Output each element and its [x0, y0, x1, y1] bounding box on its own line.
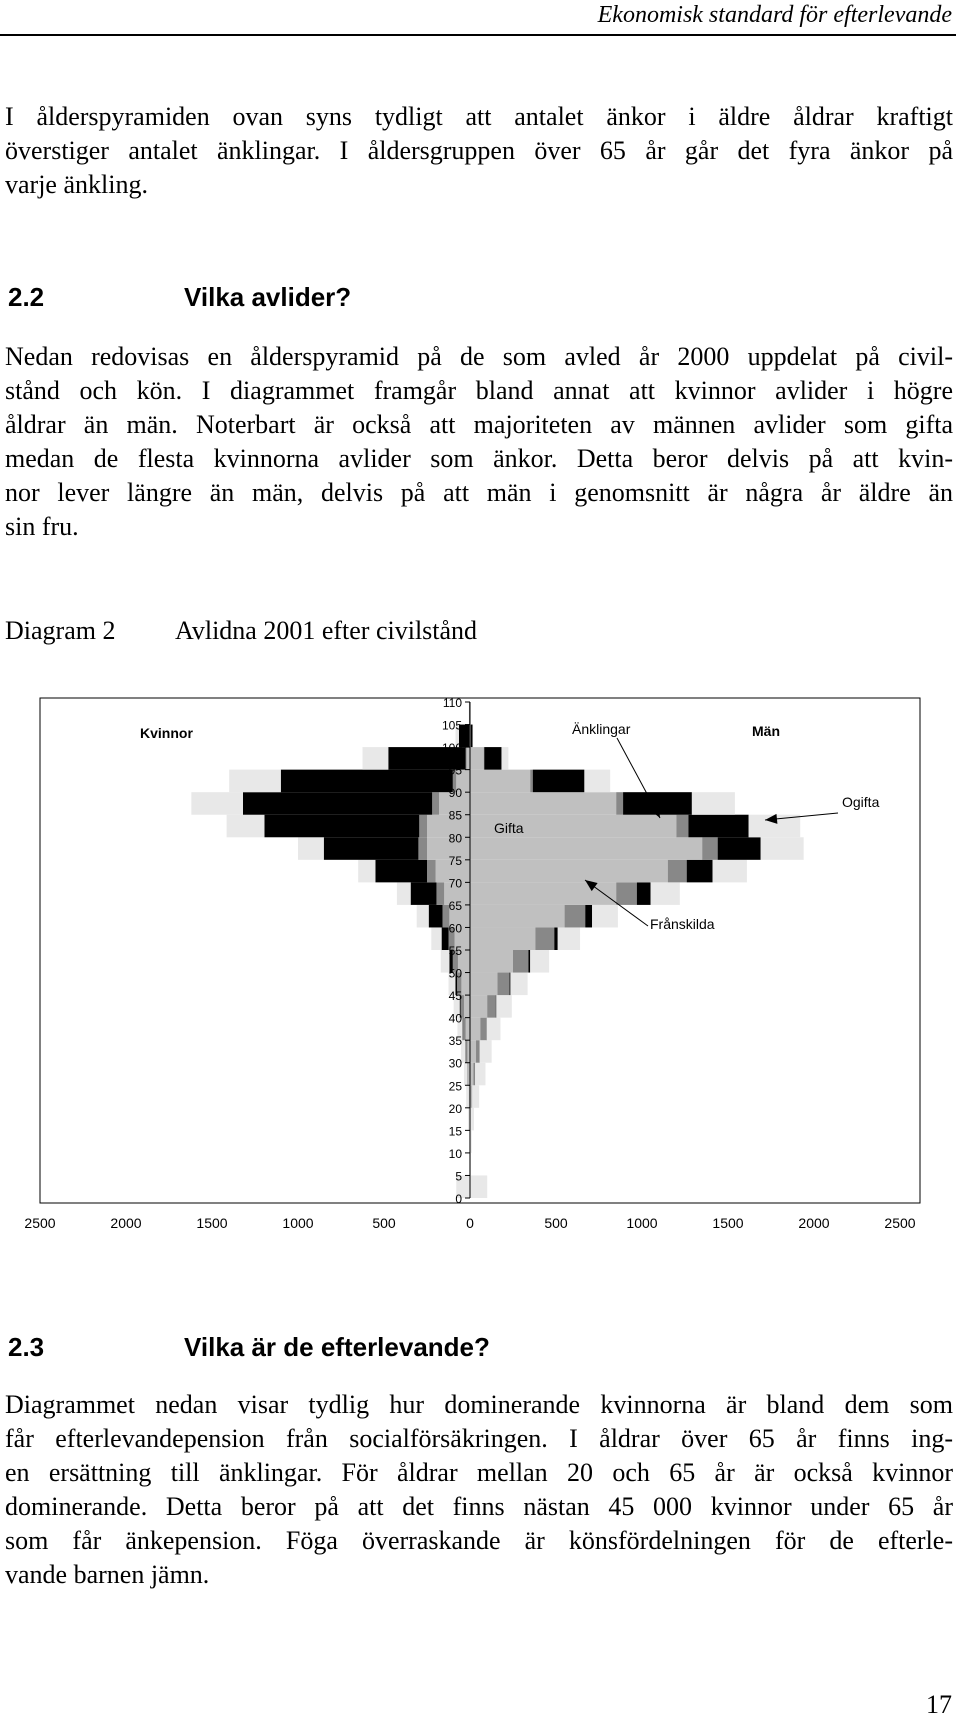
- paragraph-line: stånd och kön. I diagrammet framgår bland annat att kvinnor avlider i högre: [5, 376, 953, 405]
- y-tick-label: 90: [448, 786, 462, 801]
- bar-men-fr-nskilda: [480, 1018, 486, 1041]
- bar-men-gifta: [470, 1018, 480, 1041]
- y-tick-label: 25: [448, 1079, 462, 1094]
- bar-women-fr-nskilda: [436, 882, 444, 905]
- y-tick-label: 15: [448, 1124, 462, 1139]
- bar-men-gifta: [470, 973, 498, 996]
- y-tick-label: 85: [448, 808, 462, 823]
- bar-men-gifta: [470, 1063, 473, 1086]
- paragraph-line: medan de flesta kvinnorna avlider som änkor. Detta beror delvis på att kvin-: [5, 444, 953, 473]
- x-tick-label: 2500: [884, 1215, 916, 1231]
- bar-men--nkor-nklingar: [471, 725, 473, 748]
- bar-men-fr-nskilda: [676, 815, 688, 838]
- bar-men-ogifta: [496, 995, 511, 1018]
- chart-svg: [0, 690, 960, 1250]
- paragraph-line: åldrar än män. Noterbart är också att majoriteten av männen avlider som gifta: [5, 410, 953, 439]
- annotation-franskilda: Frånskilda: [650, 916, 715, 932]
- paragraph-line: Diagrammet nedan visar tydlig hur dominerande kvinnorna är bland dem som: [5, 1390, 953, 1419]
- bar-men-gifta: [470, 792, 616, 815]
- bar-women-gifta: [464, 995, 470, 1018]
- bar-women-ogifta: [431, 927, 441, 950]
- y-tick-label: 20: [448, 1101, 462, 1116]
- x-tick-label: 1500: [712, 1215, 744, 1231]
- y-tick-label: 110: [442, 696, 462, 710]
- y-tick-label: 0: [455, 1192, 462, 1206]
- bar-women--nkor-nklingar: [442, 927, 449, 950]
- section-2-3-paragraph: [5, 1388, 953, 1592]
- bar-men-fr-nskilda: [472, 1085, 473, 1108]
- annotation-gifta: Gifta: [494, 820, 524, 836]
- bar-women--nkor-nklingar: [264, 815, 419, 838]
- section-2-2-paragraph: [5, 340, 953, 544]
- bar-men--nkor-nklingar: [718, 837, 761, 860]
- paragraph-line: vande barnen jämn.: [5, 1560, 210, 1589]
- page-number: 17: [926, 1690, 952, 1719]
- bar-men-ogifta: [592, 905, 618, 928]
- bar-men-fr-nskilda: [484, 747, 485, 770]
- women-label: Kvinnor: [140, 725, 193, 741]
- bar-men-ogifta: [471, 1108, 474, 1131]
- x-tick-label: 2500: [24, 1215, 56, 1231]
- bar-women-ogifta: [227, 815, 265, 838]
- paragraph-line: som får änkepension. Föga överraskande är könsfördelningen för de efterle-: [5, 1526, 953, 1555]
- bar-men-gifta: [470, 747, 484, 770]
- y-tick-label: 55: [448, 944, 462, 958]
- bar-men-ogifta: [472, 1085, 479, 1108]
- bar-men--nkor-nklingar: [687, 860, 713, 883]
- y-tick-label: 5: [455, 1169, 462, 1184]
- bar-men-fr-nskilda: [668, 860, 687, 883]
- bar-women-ogifta: [417, 905, 429, 928]
- bar-men-fr-nskilda: [702, 837, 717, 860]
- bar-men-ogifta: [530, 950, 549, 973]
- y-tick-label: 35: [448, 1034, 462, 1049]
- bar-women--nkor-nklingar: [463, 1018, 464, 1041]
- bar-women-gifta: [461, 973, 470, 996]
- bar-men-fr-nskilda: [487, 995, 496, 1018]
- bar-women-ogifta: [466, 1085, 469, 1108]
- x-tick-label: 500: [544, 1215, 568, 1231]
- bar-men-ogifta: [692, 792, 735, 815]
- bar-women-ogifta: [464, 1063, 467, 1086]
- bar-men-ogifta: [558, 927, 580, 950]
- x-tick-label: 2000: [798, 1215, 830, 1231]
- x-tick-label: 1500: [196, 1215, 228, 1231]
- bar-men-gifta: [470, 770, 530, 793]
- bar-men-ogifta: [651, 882, 680, 905]
- running-header: Ekonomisk standard för efterlevande: [597, 2, 952, 28]
- bar-men-ogifta: [510, 973, 527, 996]
- bar-women--nkor-nklingar: [411, 882, 437, 905]
- bar-women-fr-nskilda: [466, 1040, 468, 1063]
- bar-men--nkor-nklingar: [533, 770, 585, 793]
- bar-women-gifta: [467, 747, 470, 770]
- bar-men-ogifta: [480, 1040, 492, 1063]
- y-tick-label: 105: [441, 718, 462, 733]
- bar-men-fr-nskilda: [476, 1040, 479, 1063]
- intro-line: varje änkling.: [5, 170, 148, 199]
- intro-line: överstiger antalet änklingar. I åldersgruppen över 65 år går det fyra änkor på: [5, 136, 953, 165]
- y-tick-label: 70: [448, 876, 462, 891]
- bar-women-ogifta: [397, 882, 411, 905]
- x-tick-label: 1000: [626, 1215, 658, 1231]
- bar-women-fr-nskilda: [467, 1063, 468, 1086]
- bar-men-fr-nskilda: [565, 905, 586, 928]
- bar-men-ogifta: [487, 1018, 501, 1041]
- paragraph-line: Nedan redovisas en ålderspyramid på de som avled år 2000 uppdelat på civil-: [5, 342, 953, 371]
- bar-men--nkor-nklingar: [496, 995, 497, 1018]
- bar-men-gifta: [470, 837, 702, 860]
- bar-men-gifta: [470, 950, 513, 973]
- population-pyramid-chart: [0, 690, 960, 1250]
- bar-men-gifta: [470, 1040, 476, 1063]
- diagram-title: Avlidna 2001 efter civilstånd: [175, 616, 478, 645]
- arrow-ogifta: [765, 813, 838, 824]
- bar-men-ogifta: [501, 747, 508, 770]
- y-tick-label: 75: [448, 853, 462, 868]
- x-tick-label: 500: [372, 1215, 396, 1231]
- annotation-anklingar: Änklingar: [572, 721, 631, 737]
- y-tick-label: 100: [441, 741, 462, 756]
- intro-line: I ålderspyramiden ovan syns tydligt att antalet änkor i äldre åldrar kraftigt: [5, 102, 953, 131]
- bar-men-ogifta: [713, 860, 747, 883]
- bar-men-fr-nskilda: [530, 770, 533, 793]
- diagram-caption: [5, 616, 477, 646]
- bar-men--nkor-nklingar: [554, 927, 557, 950]
- bar-men-fr-nskilda: [535, 927, 554, 950]
- bar-men-ogifta: [475, 1063, 485, 1086]
- bar-men-gifta: [470, 860, 668, 883]
- bar-women--nkor-nklingar: [281, 770, 453, 793]
- y-tick-label: 40: [448, 1011, 462, 1026]
- bar-men-gifta: [470, 905, 565, 928]
- bar-men-fr-nskilda: [616, 882, 637, 905]
- bar-women-ogifta: [229, 770, 281, 793]
- section-heading-2-3: [8, 1332, 490, 1363]
- bar-men--nkor-nklingar: [585, 905, 592, 928]
- bar-men-ogifta: [473, 725, 474, 748]
- intro-paragraph: [5, 100, 953, 202]
- annotation-ankor: Änkor: [321, 798, 358, 814]
- bar-men--nkor-nklingar: [510, 973, 511, 996]
- bar-women-ogifta: [468, 1108, 470, 1131]
- bar-men-fr-nskilda: [498, 973, 510, 996]
- y-tick-label: 10: [448, 1146, 462, 1161]
- header-rule: [0, 34, 956, 36]
- bar-women-gifta: [466, 1018, 470, 1041]
- y-tick-label: 50: [448, 966, 462, 981]
- section-title: Vilka är de efterlevande?: [184, 1332, 490, 1362]
- bar-men-ogifta: [470, 1175, 487, 1198]
- bar-men-fr-nskilda: [616, 792, 623, 815]
- y-tick-label: 30: [448, 1056, 462, 1071]
- bar-women--nkor-nklingar: [429, 905, 443, 928]
- bar-women-fr-nskilda: [466, 747, 467, 770]
- bar-women-fr-nskilda: [463, 1018, 466, 1041]
- section-number: 2.2: [8, 282, 45, 312]
- annotation-ogifta: Ogifta: [842, 794, 880, 810]
- section-number: 2.3: [8, 1332, 45, 1362]
- men-label: Män: [752, 723, 780, 739]
- bar-women--nkor-nklingar: [324, 837, 419, 860]
- x-tick-label: 2000: [110, 1215, 142, 1231]
- bar-women-fr-nskilda: [418, 837, 427, 860]
- paragraph-line: dominerande. Detta beror på att det finns nästan 45 000 kvinnor under 65 år: [5, 1492, 953, 1521]
- bar-women--nkor-nklingar: [375, 860, 427, 883]
- bar-men-gifta: [470, 995, 487, 1018]
- bar-women-ogifta: [298, 837, 324, 860]
- bars-group: [191, 702, 803, 1198]
- bar-women-ogifta: [358, 860, 375, 883]
- bar-men--nkor-nklingar: [688, 815, 748, 838]
- bar-men--nkor-nklingar: [637, 882, 651, 905]
- bar-men-ogifta: [761, 837, 804, 860]
- bar-men-fr-nskilda: [473, 1063, 475, 1086]
- bar-women-ogifta: [363, 747, 389, 770]
- paragraph-line: sin fru.: [5, 512, 79, 541]
- y-tick-label: 65: [448, 898, 462, 913]
- bar-women-fr-nskilda: [419, 815, 427, 838]
- section-heading-2-2: [8, 282, 351, 313]
- bar-men-fr-nskilda: [513, 950, 528, 973]
- paragraph-line: får efterlevandepension från socialförsäkringen. I åldrar över 65 år finns ing-: [5, 1424, 953, 1453]
- bar-women-fr-nskilda: [432, 792, 439, 815]
- bar-men--nkor-nklingar: [484, 747, 501, 770]
- bar-men--nkor-nklingar: [528, 950, 530, 973]
- section-title: Vilka avlider?: [184, 282, 352, 312]
- paragraph-line: nor lever längre än män, delvis på att män i genomsnitt är några år äldre än: [5, 478, 953, 507]
- y-tick-label: 60: [448, 921, 462, 936]
- paragraph-line: en ersättning till änklingar. För åldrar mellan 20 och 65 år är också kvinnor: [5, 1458, 953, 1487]
- y-tick-label: 45: [448, 989, 462, 1004]
- bar-men-gifta: [470, 927, 535, 950]
- diagram-label: Diagram 2: [5, 616, 116, 645]
- y-tick-label: 95: [448, 763, 462, 778]
- bar-women-fr-nskilda: [427, 860, 436, 883]
- x-tick-label: 0: [466, 1215, 474, 1231]
- x-tick-label: 1000: [282, 1215, 314, 1231]
- bar-men-ogifta: [584, 770, 610, 793]
- y-tick-label: 80: [448, 831, 462, 846]
- bar-women-ogifta: [191, 792, 243, 815]
